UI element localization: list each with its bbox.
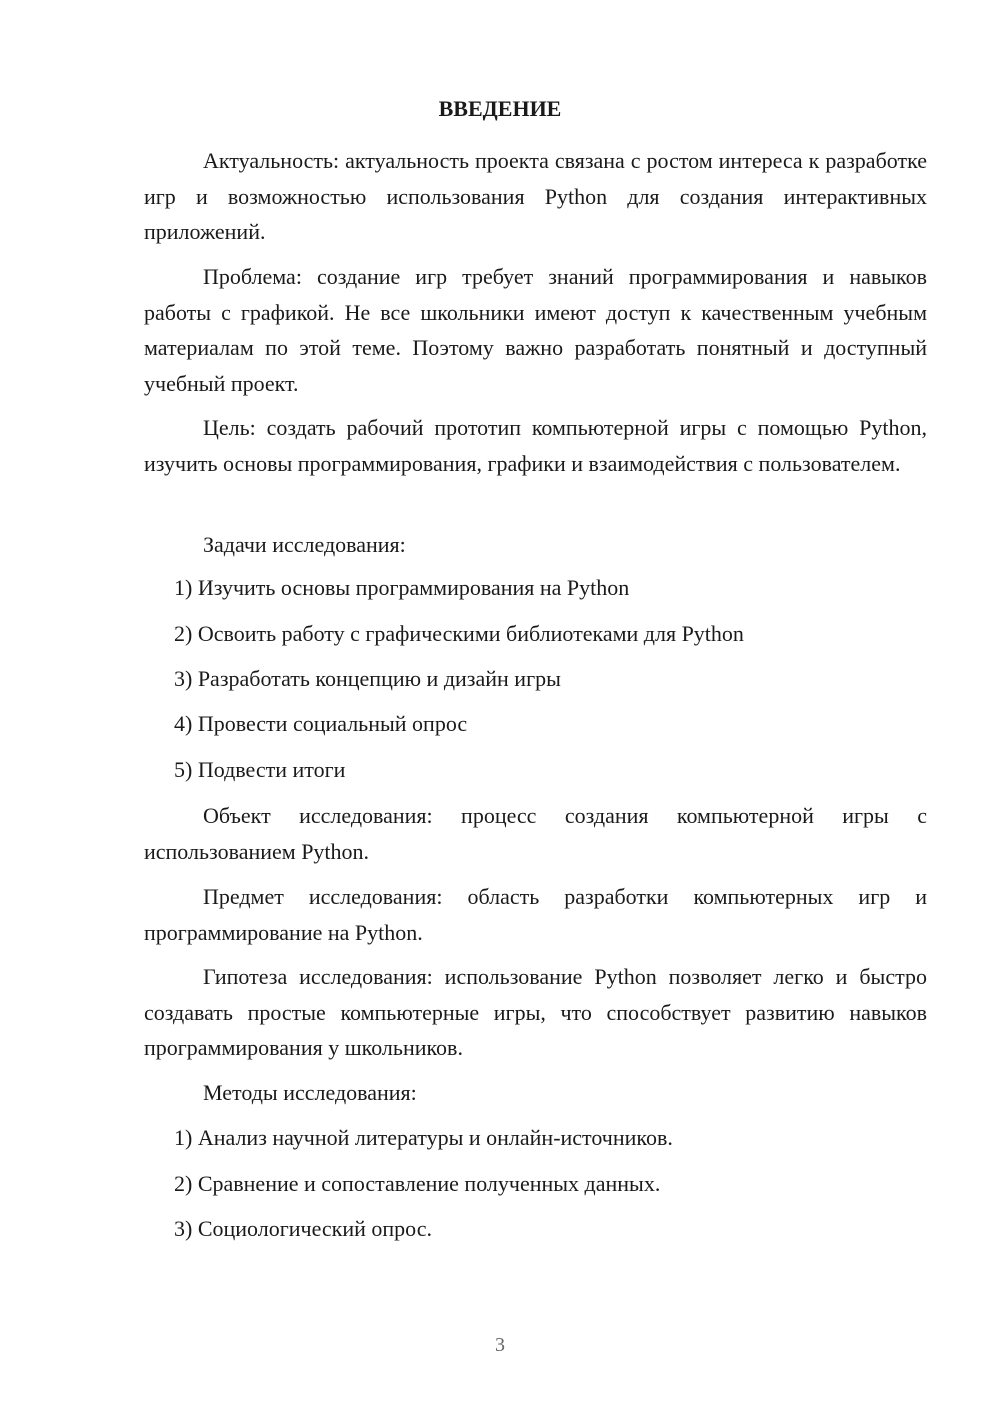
subject-paragraph: Предмет исследования: область разработки компьютерных игр и программирование на Python.: [144, 884, 927, 945]
task-item: 5) Подвести итоги: [174, 757, 346, 782]
object-paragraph: Объект исследования: процесс создания компьютерной игры с использованием Python.: [144, 803, 927, 864]
methods-title: Методы исследования:: [203, 1080, 417, 1105]
task-item: 4) Провести социальный опрос: [174, 711, 468, 736]
relevance-paragraph: Актуальность: актуальность проекта связана с ростом интереса к разработке игр и возможностью использования Python для создания интерактивных приложений.: [144, 148, 927, 244]
tasks-title: Задачи исследования:: [203, 532, 406, 557]
task-item: 2) Освоить работу с графическими библиотеками для Python: [174, 621, 744, 646]
page-number: 3: [495, 1334, 505, 1356]
method-item: 1) Анализ научной литературы и онлайн-источников.: [174, 1125, 673, 1150]
task-item: 1) Изучить основы программирования на Python: [174, 575, 630, 600]
goal-paragraph: Цель: создать рабочий прототип компьютерной игры с помощью Python, изучить основы программирования, графики и взаимодействия с пользователем.: [144, 415, 927, 476]
task-item: 3) Разработать концепцию и дизайн игры: [174, 666, 561, 691]
hypothesis-paragraph: Гипотеза исследования: использование Python позволяет легко и быстро создавать простые компьютерные игры, что способствует развитию навыков программирования у школьников.: [144, 964, 927, 1060]
problem-paragraph: Проблема: создание игр требует знаний программирования и навыков работы с графикой. Не все школьники имеют доступ к качественным учебным материалам по этой теме. Поэтому важно разработать понятный и доступный учебный проект.: [144, 264, 927, 396]
method-item: 2) Сравнение и сопоставление полученных данных.: [174, 1171, 661, 1196]
method-item: 3) Социологический опрос.: [174, 1216, 432, 1241]
page-title: ВВЕДЕНИЕ: [438, 96, 562, 121]
